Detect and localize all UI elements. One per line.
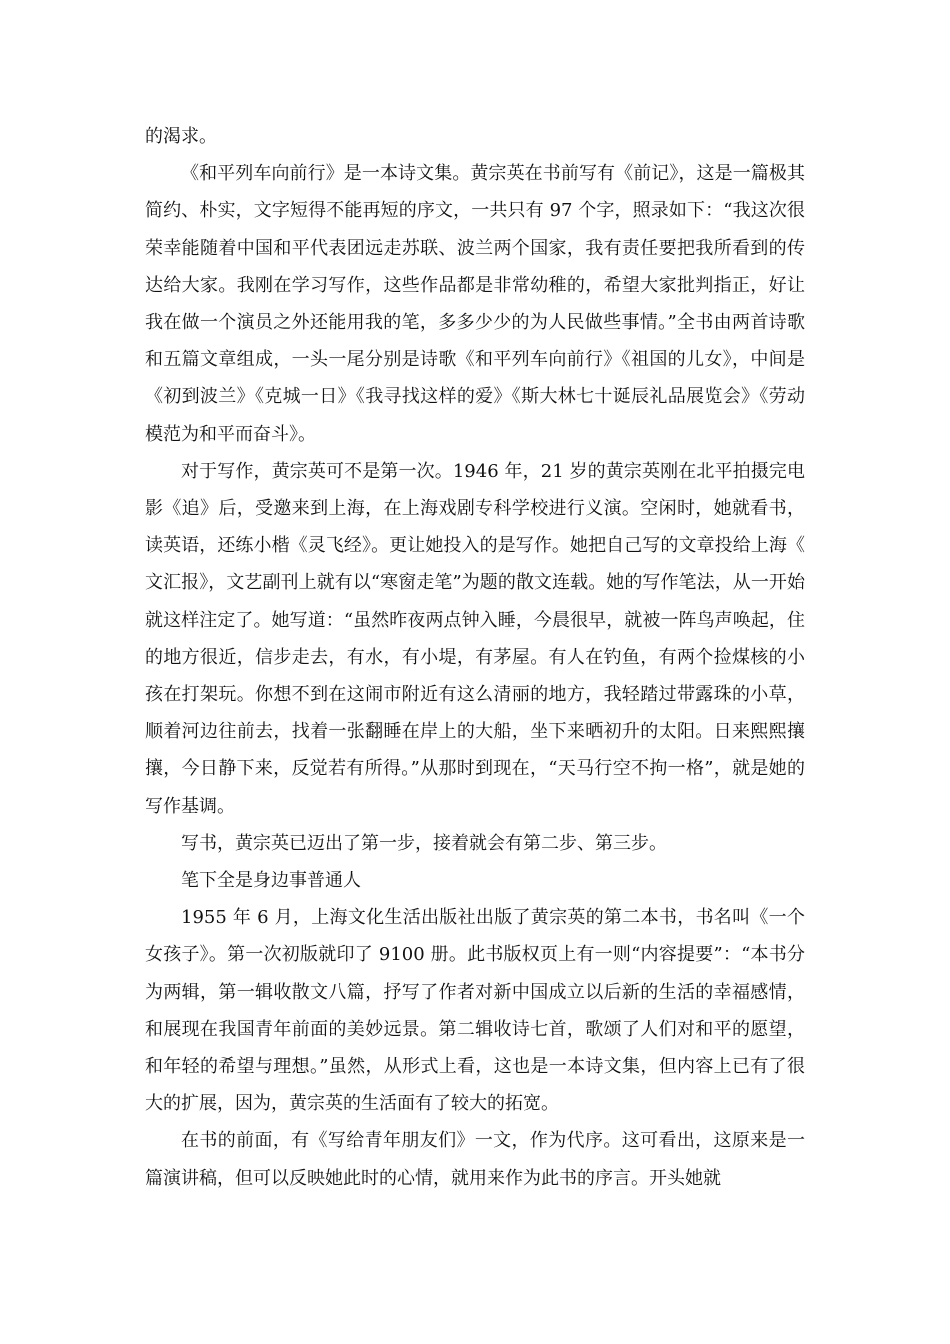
paragraph-first-step: 写书，黄宗英已迈出了第一步，接着就会有第二步、第三步。 — [181, 832, 667, 854]
paragraph-foreword: 在书的前面，有《写给青年朋友们》一文，作为代序。这可看出，这原来是一篇演讲稿，但可以反映她此时的心情，就用来作为此书的序言。开头她就 — [145, 1130, 805, 1189]
paragraph-second-book: 1955 年 6 月，上海文化生活出版社出版了黄宗英的第二本书，书名叫《一个女孩子》。第一次初版就印了 9100 册。此书版权页上有一则“内容提要”：“本书分为两辑，第一辑收散文八篇，抒写了作者对新中国成立以后新的生活的幸福感情，和展现在我国青年前面的美妙远景。第二辑收诗七首，歌颂了人们对和平的愿望，和年轻的希望与理想。”虽然，从形式上看，这也是一本诗文集，但内容上已有了很大的扩展，因为，黄宗英的生活面有了较大的拓宽。 — [145, 907, 805, 1115]
paragraph-writing-history: 对于写作，黄宗英可不是第一次。1946 年，21 岁的黄宗英刚在北平拍摄完电影《追》后，受邀来到上海，在上海戏剧专科学校进行义演。空闲时，她就看书，读英语，还练小楷《灵飞经》。更让她投入的是写作。她把自己写的文章投给上海《文汇报》，文艺副刊上就有以“寒窗走笔”为题的散文连载。她的写作笔法，从一开始就这样注定了。她写道：“虽然昨夜两点钟入睡，今晨很早，就被一阵鸟声唤起，住的地方很近，信步走去，有水，有小堤，有茅屋。有人在钓鱼，有两个捡煤核的小孩在打架玩。你想不到在这闹市附近有这么清丽的地方，我轻踏过带露珠的小草，顺着河边往前去，找着一张翻睡在岸上的大船，坐下来晒初升的太阳。日来熙熙攘攘，今日静下来，反觉若有所得。”从那时到现在，“天马行空不拘一格”，就是她的写作基调。 — [145, 460, 805, 817]
paragraph-continuation: 的渴求。 — [145, 126, 217, 147]
paragraph-book-preface: 《和平列车向前行》是一本诗文集。黄宗英在书前写有《前记》，这是一篇极其简约、朴实，文字短得不能再短的序文，一共只有 97 个字，照录如下：“我这次很荣幸能随着中国和平代表团远走苏联、波兰两个国家，我有责任要把我所看到的传达给大家。我刚在学习写作，这些作品都是非常幼稚的，希望大家批判指正，好让我在做一个演员之外还能用我的笔，多多少少的为人民做些事情。”全书由两首诗歌和五篇文章组成，一头一尾分别是诗歌《和平列车向前行》《祖国的儿女》，中间是《初到波兰》《克城一日》《我寻找这样的爱》《斯大林七十诞辰礼品展览会》《劳动模范为和平而奋斗》。 — [145, 163, 805, 445]
document-page — [145, 118, 805, 1197]
section-heading: 笔下全是身边事普通人 — [181, 870, 361, 892]
